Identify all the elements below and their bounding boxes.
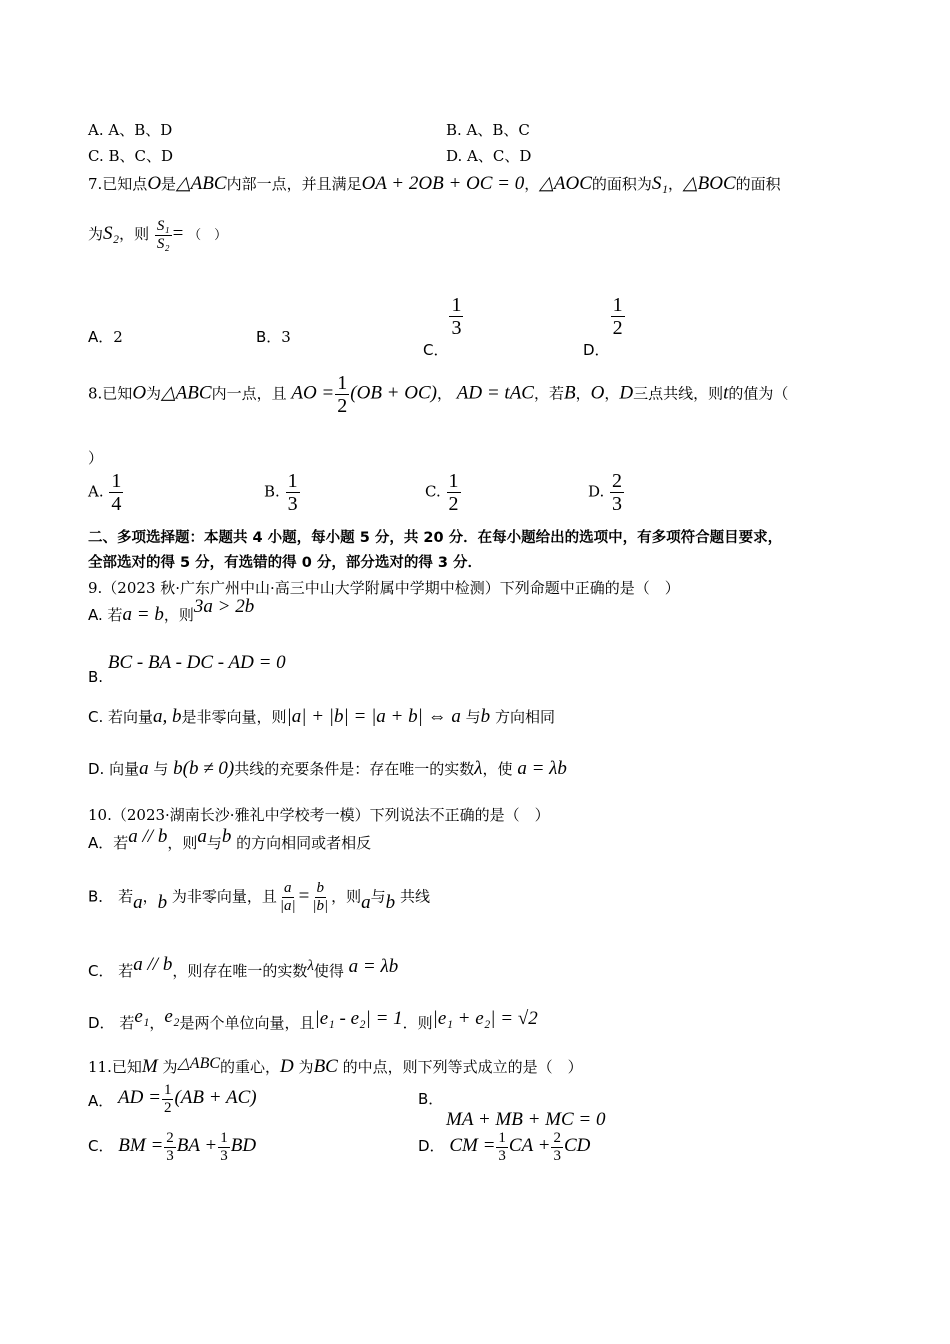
q7-option-b: B．3 [256,328,291,346]
q10-option-d: D． 若e₁，e₂是两个单位向量，且|e₁ - e₂| = 1．则|e₁ + e₂| = √2 [88,1006,538,1032]
q6-option-a: A. A、B、D [88,121,173,139]
q9-option-a: A. 若a = b，则3a > 2b [88,596,255,625]
q7-option-d: D． $\frac{1}{2}$ [583,294,623,359]
q7-ratio: $\frac{\text{S₁}}{\text{S₂}}$ [156,218,170,252]
q6-option-c: C. B、C、D [88,147,174,165]
q10-stem: 10.（2023·湖南长沙·雅礼中学校考一模）下列说法不正确的是（ ） [88,806,550,824]
q7-option-c: C． $\frac{1}{3}$ [423,294,462,359]
q8-close-paren: ） [88,449,104,467]
q8-option-b: B. $\frac{1}{3}$ [264,470,298,515]
section-2-title: 二、多项选择题：本题共 4 小题，每小题 5 分，共 20 分．在每小题给出的选项中，有多项符合题目要求， [88,530,783,546]
q8-stem: 8.已知O为△ABC内一点，且 AO = $\frac{1}{2}$ (OB + OC)， AD = tAC，若B，O，D三点共线，则t的值为（ [88,372,789,417]
q11-option-a: A． AD = $\frac{1}{2}$ (AB + AC) [88,1082,257,1116]
q10-option-b: B． 若a，b 为非零向量，且 $\frac{a}{|a|}$ = $\frac{b}{|b|}$ ，则a与b 共线 [88,880,430,914]
q10-option-a: A．若a // b，则a与b 的方向相同或者相反 [88,826,372,852]
q11-option-b: B． MA + MB + MC = 0 [418,1090,606,1130]
section-2-rules: 全部选对的得 5 分，有选错的得 0 分，部分选对的得 3 分． [88,555,483,571]
q11-option-d: D． CM = $\frac{1}{3}$ CA + $\frac{2}{3}$ CD [418,1130,591,1164]
q6-option-d: D. A、C、D [446,147,532,165]
q7-option-a: A．2 [88,328,123,346]
q9-option-b: B. BC - BA - DC - AD = 0 [88,652,286,686]
q9-stem: 9.（2023 秋·广东广州中山·高三中山大学附属中学期中检测）下列命题中正确的是（ ） [88,579,680,597]
q8-option-a: A. $\frac{1}{4}$ [88,470,122,515]
q7-stem-line2: 为S₂，则 $\frac{\text{S₁}}{\text{S₂}}$ = （ ） [88,218,228,252]
q6-option-b: B. A、B、C [446,121,530,139]
q8-option-c: C. $\frac{1}{2}$ [425,470,459,515]
q10-option-c: C． 若a // b，则存在唯一的实数λ使得 a = λb [88,954,399,980]
q9-option-d: D. 向量a 与 b(b ≠ 0)共线的充要条件是：存在唯一的实数λ，使 a = λb [88,758,567,779]
q8-option-d: D. $\frac{2}{3}$ [588,470,623,515]
q7-stem: 7.已知点O是△ABC内部一点，并且满足OA + 2OB + OC = 0，△AOC的面积为S₁，△BOC的面积 [88,173,781,194]
q11-option-c: C． BM = $\frac{2}{3}$ BA + $\frac{1}{3}$ BD [88,1130,257,1164]
q11-stem: 11.已知M 为△ABC的重心，D 为BC 的中点，则下列等式成立的是（ ） [88,1055,583,1077]
q9-option-c: C. 若向量a, b是非零向量，则|a| + |b| = |a + b| ⇔ a 与b 方向相同 [88,706,555,727]
